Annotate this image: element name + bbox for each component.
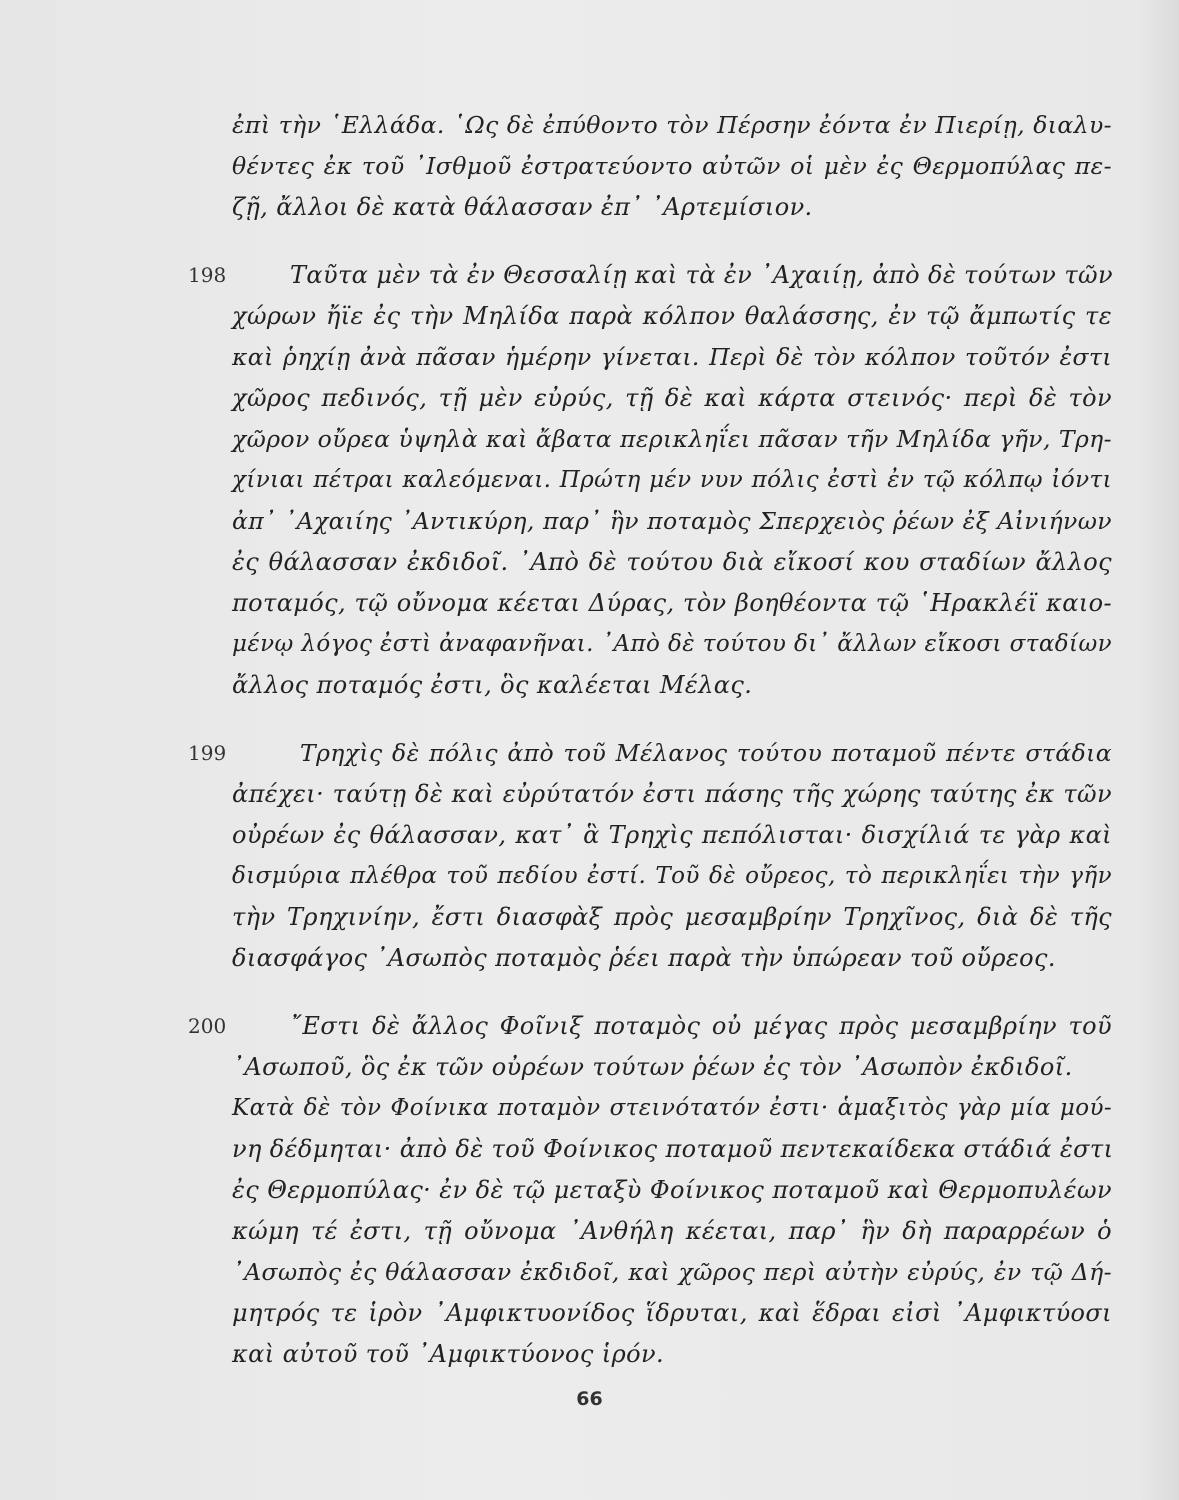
text-line: ποταμός, τῷ οὔνομα κέεται Δύρας, τὸν βοηθέοντα τῷ ῾Ηρακλέϊ καιο- xyxy=(232,589,1112,617)
text-line: οὐρέων ἐς θάλασσαν, κατ᾿ ἃ Τρηχὶς πεπόλισται· δισχίλιά τε γὰρ καὶ xyxy=(232,821,1112,849)
text-line: Τρηχὶς δὲ πόλις ἀπὸ τοῦ Μέλανος τούτου ποταμοῦ πέντε στάδια xyxy=(300,739,1112,767)
page-number: 66 xyxy=(576,1388,603,1410)
text-line: θέντες ἐκ τοῦ ᾿Ισθμοῦ ἐστρατεύοντο αὐτῶν οἱ μὲν ἐς Θερμοπύλας πε- xyxy=(232,152,1112,180)
text-line: καὶ ῥηχίῃ ἀνὰ πᾶσαν ἡμέρην γίνεται. Περὶ δὲ τὸν κόλπον τοῦτόν ἐστι xyxy=(232,343,1112,371)
text-line: ἐς θάλασσαν ἐκδιδοῖ. ᾿Απὸ δὲ τούτου διὰ εἴκοσί κου σταδίων ἄλλος xyxy=(232,548,1112,576)
text-line: ἀπέχει· ταύτῃ δὲ καὶ εὐρύτατόν ἐστι πάσης τῆς χώρης ταύτης ἐκ τῶν xyxy=(232,780,1112,808)
section-number: 198 xyxy=(188,263,227,287)
text-line: Ταῦτα μὲν τὰ ἐν Θεσσαλίῃ καὶ τὰ ἐν ᾿Αχαιίῃ, ἀπὸ δὲ τούτων τῶν xyxy=(290,261,1113,289)
text-line: κώμη τέ ἐστι, τῇ οὔνομα ᾿Ανθήλη κέεται, παρ᾿ ἣν δὴ παραρρέων ὁ xyxy=(232,1217,1112,1245)
page-edge-shadow xyxy=(1139,0,1179,1500)
text-line: ἄλλος ποταμός ἐστι, ὃς καλέεται Μέλας. xyxy=(232,671,753,699)
text-line: χώρων ἤϊε ἐς τὴν Μηλίδα παρὰ κόλπον θαλάσσης, ἐν τῷ ἄμπωτίς τε xyxy=(232,302,1112,330)
text-line: ζῇ, ἄλλοι δὲ κατὰ θάλασσαν ἐπ᾿ ᾿Αρτεμίσιον. xyxy=(232,193,813,221)
text-line: χῶρον οὔρεα ὑψηλὰ καὶ ἄβατα περικληΐει πᾶσαν τῆν Μηλίδα γῆν, Τρη- xyxy=(232,425,1112,453)
section-number: 200 xyxy=(188,1014,227,1038)
text-line: ἐπὶ τὴν ῾Ελλάδα. ῾Ως δὲ ἐπύθοντο τὸν Πέρσην ἐόντα ἐν Πιερίῃ, διαλυ- xyxy=(232,111,1112,139)
text-line: μένῳ λόγος ἐστὶ ἀναφανῆναι. ᾿Απὸ δὲ τούτου δι᾿ ἄλλων εἴκοσι σταδίων xyxy=(232,631,1112,657)
text-line: τὴν Τρηχινίην, ἔστι διασφὰξ πρὸς μεσαμβρίην Τρηχῖνος, διὰ δὲ τῆς xyxy=(232,903,1112,931)
text-line: ἀπ᾿ ᾿Αχαιίης ᾿Αντικύρη, παρ᾿ ἣν ποταμὸς Σπερχειὸς ῥέων ἐξ Αἰνιήνων xyxy=(232,507,1112,535)
text-line: νη δέδμηται· ἀπὸ δὲ τοῦ Φοίνικος ποταμοῦ πεντεκαίδεκα στάδιά ἐστι xyxy=(232,1135,1114,1163)
text-line: δισμύρια πλέθρα τοῦ πεδίου ἐστί. Τοῦ δὲ οὔρεος, τὸ περικληΐει τὴν γῆν xyxy=(232,863,1112,889)
text-line: Κατὰ δὲ τὸν Φοίνικα ποταμὸν στεινότατόν ἐστι· ἁμαξιτὸς γὰρ μία μού- xyxy=(232,1095,1112,1121)
text-line: ᾿Ασωπὸς ἐς θάλασσαν ἐκδιδοῖ, καὶ χῶρος περὶ αὐτὴν εὐρύς, ἐν τῷ Δή- xyxy=(232,1258,1112,1286)
text-line: μητρός τε ἱρὸν ᾿Αμφικτυονίδος ἵδρυται, καὶ ἕδραι εἰσὶ ᾿Αμφικτύοσι xyxy=(232,1299,1112,1327)
text-line: ῎Εστι δὲ ἄλλος Φοῖνιξ ποταμὸς οὐ μέγας πρὸς μεσαμβρίην τοῦ xyxy=(290,1012,1112,1040)
text-line: χίνιαι πέτραι καλεόμεναι. Πρώτη μέν νυν πόλις ἐστὶ ἐν τῷ κόλπῳ ἰόντι xyxy=(232,467,1112,493)
text-line: διασφάγος ᾿Ασωπὸς ποταμὸς ῥέει παρὰ τὴν ὑπώρεαν τοῦ οὔρεος. xyxy=(232,944,1056,972)
text-line: χῶρος πεδινός, τῇ μὲν εὐρύς, τῇ δὲ καὶ κάρτα στεινός· περὶ δὲ τὸν xyxy=(232,384,1112,412)
text-line: ἐς Θερμοπύλας· ἐν δὲ τῷ μεταξὺ Φοίνικος ποταμοῦ καὶ Θερμοπυλέων xyxy=(232,1176,1112,1204)
section-number: 199 xyxy=(188,741,227,765)
text-line: καὶ αὐτοῦ τοῦ ᾿Αμφικτύονος ἱρόν. xyxy=(232,1340,664,1368)
text-line: ᾿Ασωποῦ, ὃς ἐκ τῶν οὐρέων τούτων ῥέων ἐς τὸν ᾿Ασωπὸν ἐκδιδοῖ. xyxy=(232,1053,1073,1081)
